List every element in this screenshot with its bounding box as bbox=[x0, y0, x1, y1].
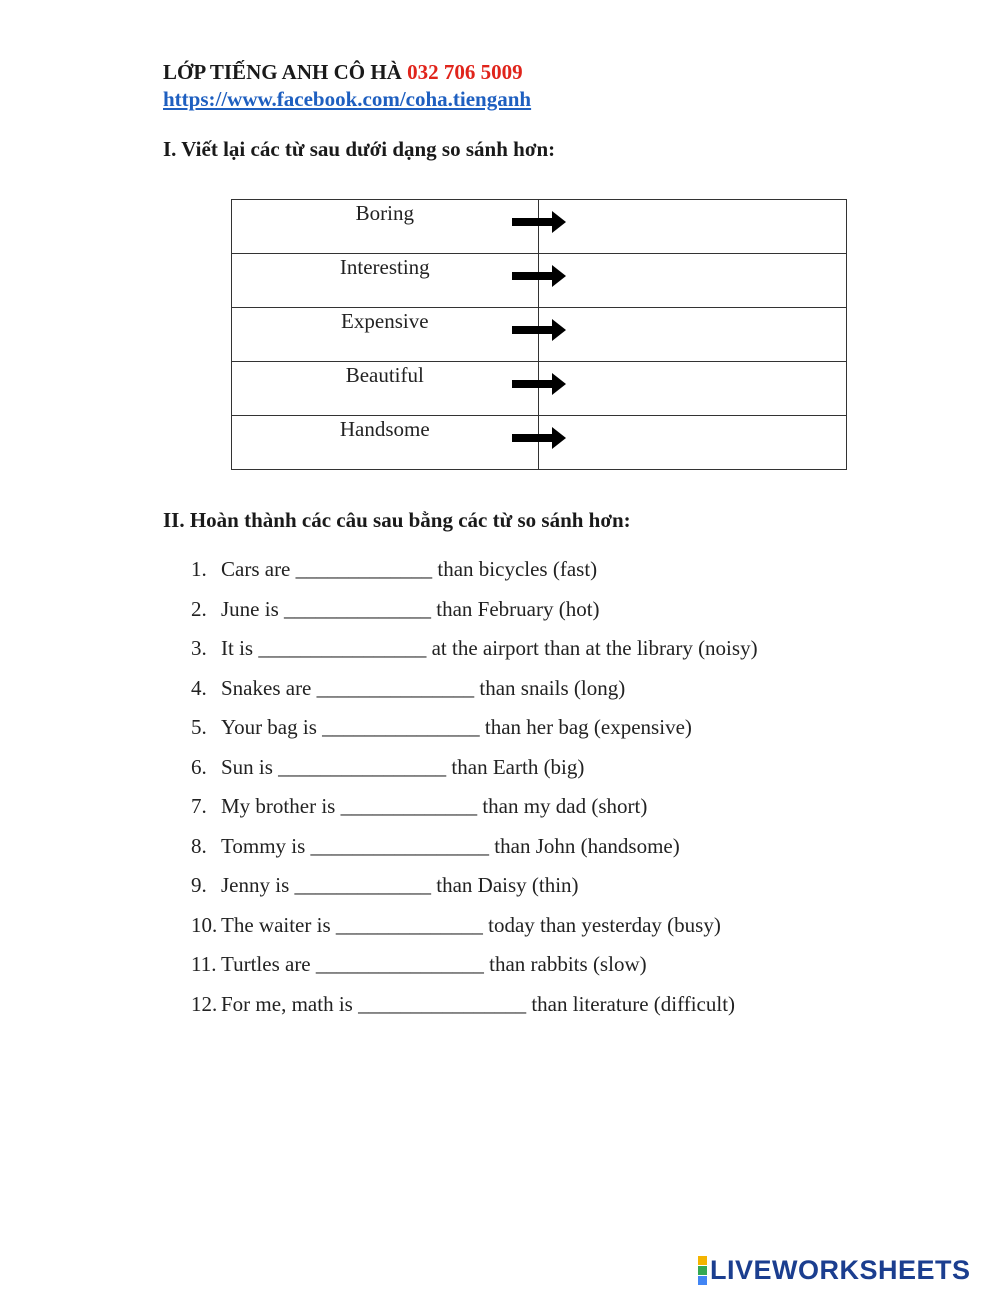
word-row bbox=[232, 416, 847, 470]
word-cell bbox=[232, 308, 539, 362]
sentence-number: 3. bbox=[191, 636, 207, 660]
sentence-item bbox=[191, 755, 758, 795]
sentence-text: Jenny is _____________ than Daisy (thin) bbox=[221, 873, 579, 897]
sentence-item bbox=[191, 794, 758, 834]
sentence-number: 10. bbox=[191, 912, 218, 937]
sentence-number: 2. bbox=[191, 596, 207, 621]
logo-block bbox=[698, 1256, 707, 1265]
sentence-item bbox=[191, 715, 758, 755]
word-label: Boring bbox=[355, 201, 414, 225]
word-cell bbox=[232, 254, 539, 308]
answer-cell[interactable] bbox=[538, 200, 846, 254]
sentence-text: June is ______________ than February (hot) bbox=[221, 596, 600, 621]
sentence-item bbox=[191, 952, 758, 992]
right-arrow-icon bbox=[512, 211, 566, 233]
sentence-number: 8. bbox=[191, 833, 207, 858]
word-label: Handsome bbox=[339, 417, 430, 441]
word-label: Expensive bbox=[341, 309, 429, 333]
sentence-list bbox=[191, 557, 758, 1031]
facebook-link[interactable]: https://www.facebook.com/coha.tienganh bbox=[163, 87, 532, 111]
word-row bbox=[232, 254, 847, 308]
sentence-text: Snakes are _______________ than snails (long) bbox=[221, 675, 626, 700]
word-label: Interesting bbox=[339, 255, 430, 279]
sentence-item bbox=[191, 557, 758, 597]
sentence-number: 7. bbox=[191, 794, 207, 818]
liveworksheets-logo bbox=[698, 1255, 971, 1286]
word-cell bbox=[232, 200, 539, 254]
logo-block bbox=[698, 1266, 707, 1275]
sentence-item bbox=[191, 873, 758, 913]
word-cell bbox=[232, 416, 539, 470]
word-label: Beautiful bbox=[345, 363, 424, 387]
word-cell bbox=[232, 362, 539, 416]
answer-cell[interactable] bbox=[538, 416, 846, 470]
sentence-number: 9. bbox=[191, 873, 207, 897]
answer-cell[interactable] bbox=[538, 362, 846, 416]
sentence-item bbox=[191, 676, 758, 716]
section-2-heading: II. Hoàn thành các câu sau bằng các từ so sánh hơn: bbox=[163, 508, 631, 532]
logo-icon bbox=[698, 1256, 707, 1285]
logo-text: LIVEWORKSHEETS bbox=[710, 1255, 971, 1285]
answer-cell[interactable] bbox=[538, 254, 846, 308]
sentence-text: Your bag is _______________ than her bag (expensive) bbox=[221, 715, 692, 739]
comparative-table bbox=[231, 199, 847, 470]
sentence-text: My brother is _____________ than my dad (short) bbox=[221, 794, 648, 818]
sentence-item bbox=[191, 913, 758, 953]
class-name: LỚP TIẾNG ANH CÔ HÀ bbox=[163, 60, 402, 84]
right-arrow-icon bbox=[512, 265, 566, 287]
sentence-text: Tommy is _________________ than John (handsome) bbox=[221, 833, 680, 858]
sentence-number: 11. bbox=[191, 952, 217, 976]
sentence-number: 1. bbox=[191, 557, 207, 581]
sentence-text: Turtles are ________________ than rabbits (slow) bbox=[221, 952, 647, 976]
sentence-number: 5. bbox=[191, 715, 207, 739]
right-arrow-icon bbox=[512, 373, 566, 395]
sentence-number: 12. bbox=[191, 991, 218, 1016]
answer-cell[interactable] bbox=[538, 308, 846, 362]
right-arrow-icon bbox=[512, 319, 566, 341]
sentence-text: Sun is ________________ than Earth (big) bbox=[221, 754, 585, 779]
sentence-text: The waiter is ______________ today than yesterday (busy) bbox=[221, 912, 721, 937]
sentence-text: Cars are _____________ than bicycles (fast) bbox=[221, 557, 598, 581]
sentence-item bbox=[191, 992, 758, 1032]
sentence-number: 6. bbox=[191, 754, 207, 779]
word-row bbox=[232, 308, 847, 362]
word-row bbox=[232, 362, 847, 416]
sentence-item bbox=[191, 834, 758, 874]
sentence-text: It is ________________ at the airport than at the library (noisy) bbox=[221, 636, 758, 660]
phone-number: 032 706 5009 bbox=[407, 60, 523, 84]
header-title bbox=[163, 60, 523, 85]
logo-block bbox=[698, 1276, 707, 1285]
right-arrow-icon bbox=[512, 427, 566, 449]
sentence-number: 4. bbox=[191, 675, 207, 700]
sentence-text: For me, math is ________________ than literature (difficult) bbox=[221, 991, 736, 1016]
word-row bbox=[232, 200, 847, 254]
sentence-item bbox=[191, 597, 758, 637]
section-1-heading: I. Viết lại các từ sau dưới dạng so sánh hơn: bbox=[163, 137, 556, 161]
sentence-item bbox=[191, 636, 758, 676]
